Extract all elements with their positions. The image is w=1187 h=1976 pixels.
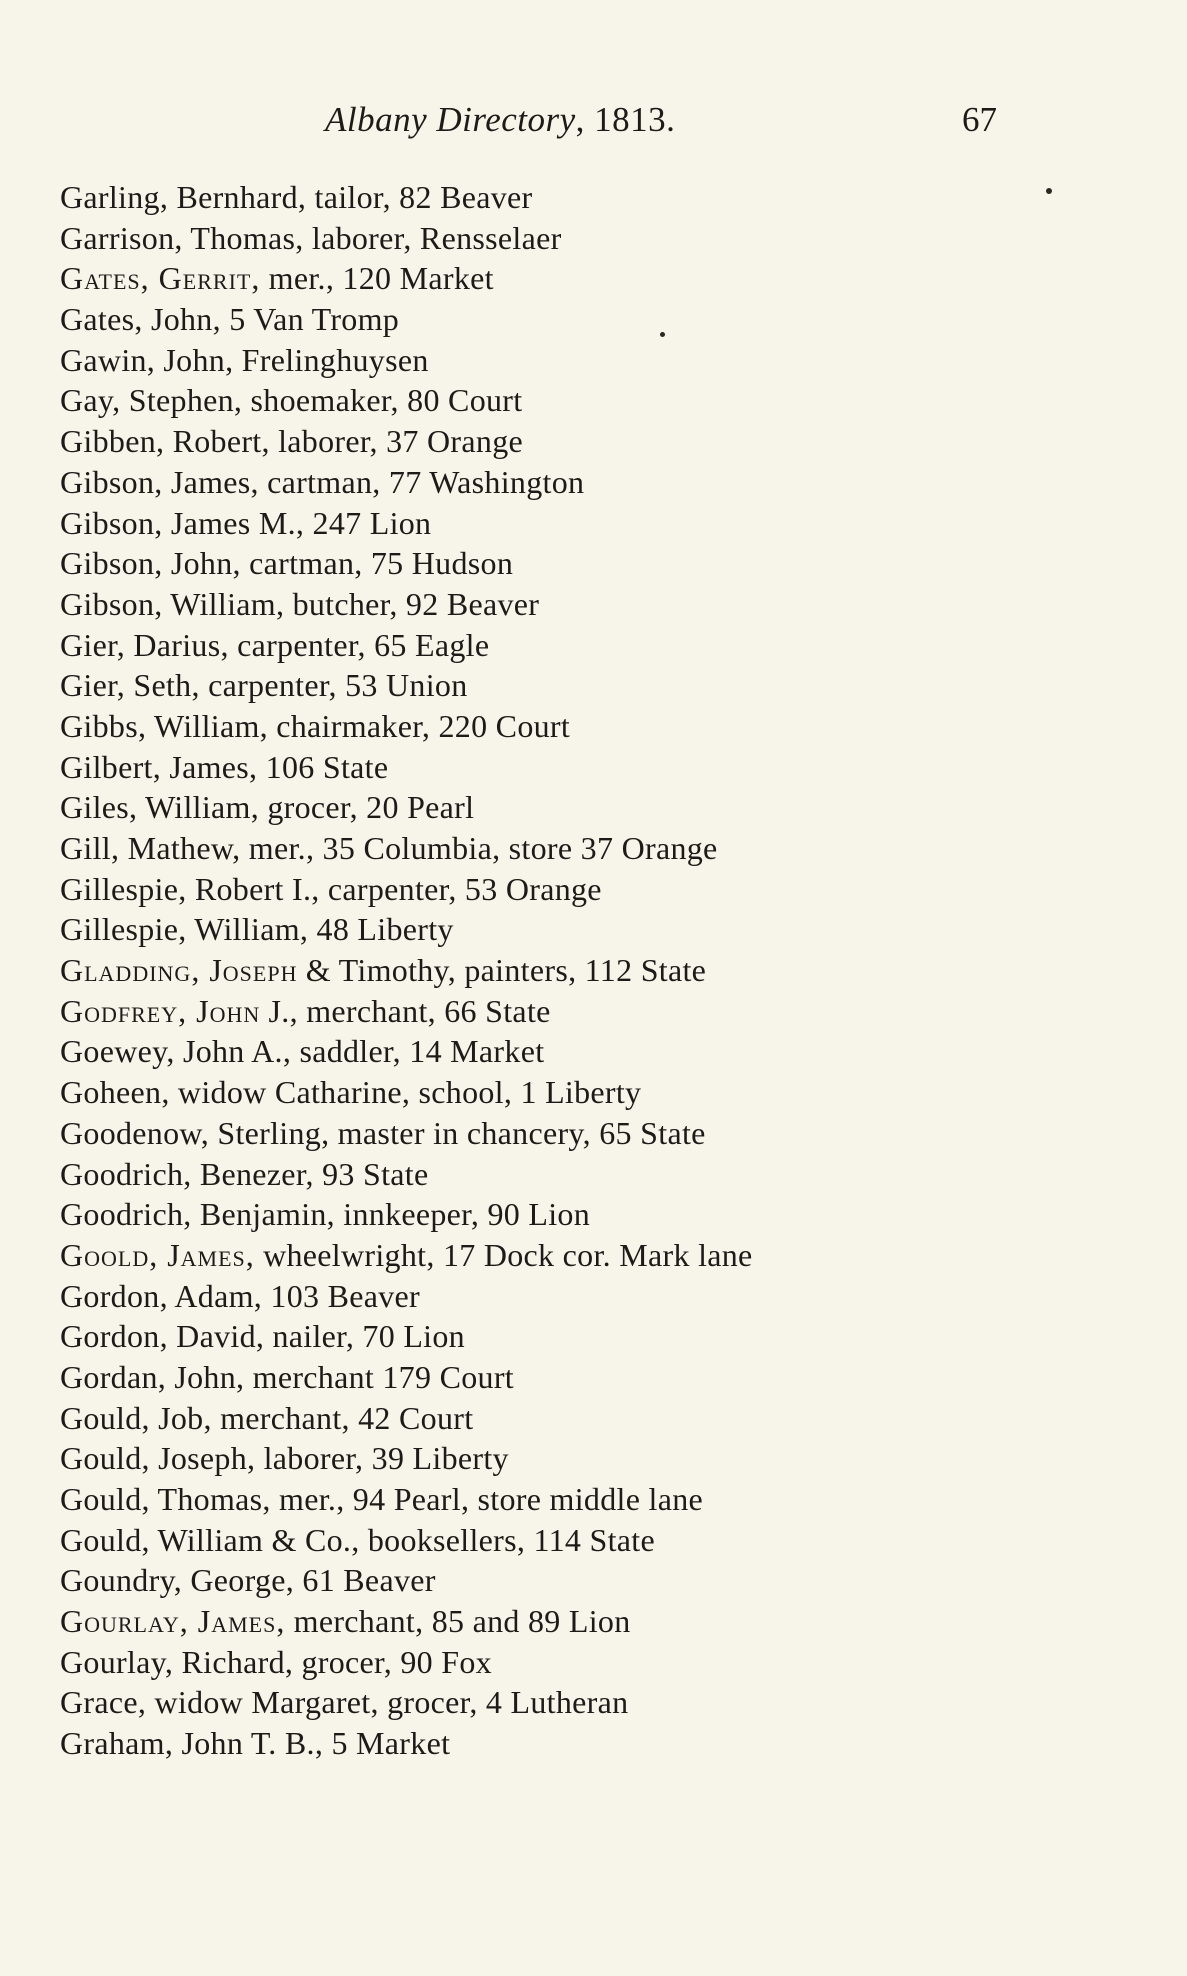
entry-details: wheelwright, 17 Dock cor. Mark lane	[254, 1236, 753, 1273]
entry-name: Gladding, Joseph	[60, 952, 298, 989]
entry-name: Gilbert, James,	[60, 748, 258, 785]
entry-details: shoemaker, 80 Court	[242, 382, 523, 419]
directory-entry	[60, 1601, 1140, 1642]
entry-name: Gordan, John,	[60, 1358, 245, 1395]
entry-name: Gould, Joseph,	[60, 1440, 256, 1477]
entry-details: saddler, 14 Market	[291, 1033, 545, 1070]
entry-name: Goodrich, Benjamin,	[60, 1196, 335, 1233]
entry-details: carpenter, 53 Orange	[319, 870, 602, 907]
entry-name: Goewey, John A.,	[60, 1033, 292, 1070]
directory-entry	[60, 625, 1140, 666]
entry-name: Gillespie, Robert I.,	[60, 870, 320, 907]
directory-entry	[60, 177, 1140, 218]
entry-name: Goodenow, Sterling,	[60, 1114, 330, 1151]
entry-details: grocer, 20 Pearl	[259, 789, 475, 826]
directory-entry	[60, 787, 1140, 828]
ink-speck	[1046, 188, 1052, 194]
entry-name: Goundry, George,	[60, 1562, 295, 1599]
entry-name: Gibben, Robert,	[60, 423, 270, 460]
entry-name: Graham, John T. B.,	[60, 1725, 324, 1762]
directory-entry	[60, 1438, 1140, 1479]
entry-name: Gawin, John,	[60, 341, 234, 378]
directory-entry	[60, 1682, 1140, 1723]
entry-name: Godfrey, John	[60, 992, 261, 1029]
running-title	[325, 100, 675, 140]
entry-name: Gordon, Adam,	[60, 1277, 263, 1314]
entry-details: 103 Beaver	[262, 1277, 421, 1314]
entry-details: school, 1 Liberty	[410, 1074, 642, 1111]
entry-name: Gibson, John,	[60, 545, 241, 582]
directory-entry	[60, 1560, 1140, 1601]
entry-details: cartman, 77 Washington	[258, 463, 585, 500]
directory-entry	[60, 1031, 1140, 1072]
entry-name: Giles, William,	[60, 789, 260, 826]
directory-entry	[60, 1154, 1140, 1195]
entry-details: merchant 179 Court	[244, 1358, 514, 1395]
entry-name: Garrison, Thomas,	[60, 219, 304, 256]
directory-entry	[60, 1316, 1140, 1357]
directory-entry	[60, 1235, 1140, 1276]
entry-details: 247 Lion	[304, 504, 432, 541]
entry-name: Gates, John,	[60, 301, 221, 338]
entry-details: tailor, 82 Beaver	[306, 179, 533, 215]
directory-entry	[60, 503, 1140, 544]
entry-details: laborer, 39 Liberty	[255, 1440, 509, 1477]
entry-name: Gordon, David,	[60, 1318, 265, 1355]
entry-details: butcher, 92 Beaver	[284, 585, 540, 622]
entry-details: mer., 94 Pearl, store middle lane	[270, 1481, 704, 1517]
directory-entry	[60, 828, 1140, 869]
entry-name: Gibson, James,	[60, 463, 259, 500]
entry-details: grocer, 4 Lutheran	[378, 1684, 629, 1721]
entry-details: 61 Beaver	[294, 1562, 436, 1599]
entry-name: Gill, Mathew,	[60, 830, 241, 866]
entry-name: Gier, Darius,	[60, 626, 229, 663]
entry-name: Gillespie, William,	[60, 911, 309, 948]
entry-name: Gibbs, William,	[60, 707, 268, 744]
directory-entry	[60, 380, 1140, 421]
entry-name: Gates, Gerrit,	[60, 260, 261, 297]
directory-entries	[60, 177, 1140, 1764]
entry-details: Frelinghuysen	[233, 341, 429, 378]
entry-details: J., merchant, 66 State	[260, 992, 551, 1029]
entry-details: 5 Van Tromp	[220, 301, 400, 338]
directory-entry	[60, 1479, 1140, 1520]
entry-details: 5 Market	[323, 1725, 451, 1762]
directory-entry	[60, 218, 1140, 259]
entry-details: innkeeper, 90 Lion	[334, 1196, 590, 1233]
entry-name: Gourlay, James,	[60, 1603, 286, 1640]
directory-entry	[60, 1723, 1140, 1764]
entry-name: Gould, William & Co.,	[60, 1521, 360, 1558]
page-number: 67	[962, 100, 997, 139]
directory-entry	[60, 1113, 1140, 1154]
entry-details: carpenter, 53 Union	[199, 667, 468, 704]
entry-name: Gourlay, Richard,	[60, 1643, 294, 1680]
entry-name: Goodrich, Benezer,	[60, 1155, 314, 1192]
entry-details: nailer, 70 Lion	[264, 1318, 465, 1355]
running-title-year: , 1813.	[575, 100, 676, 139]
directory-entry	[60, 421, 1140, 462]
page-header	[60, 100, 1110, 150]
directory-entry	[60, 747, 1140, 788]
entry-details: 48 Liberty	[308, 911, 454, 948]
entry-name: Goheen, widow Catharine,	[60, 1074, 411, 1111]
directory-entry	[60, 909, 1140, 950]
directory-entry	[60, 462, 1140, 503]
directory-entry	[60, 869, 1140, 910]
directory-entry	[60, 991, 1140, 1032]
directory-entry	[60, 1276, 1140, 1317]
directory-entry	[60, 299, 1140, 340]
entry-details: 93 State	[313, 1155, 429, 1192]
directory-entry	[60, 1072, 1140, 1113]
directory-entry	[60, 258, 1140, 299]
entry-details: mer., 35 Columbia, store 37 Orange	[240, 830, 718, 866]
entry-details: mer., 120 Market	[260, 260, 494, 297]
entry-name: Garling, Bernhard,	[60, 179, 307, 215]
entry-name: Gier, Seth,	[60, 667, 200, 704]
entry-details: chairmaker, 220 Court	[267, 707, 571, 744]
entry-details: laborer, 37 Orange	[269, 423, 523, 460]
entry-details: cartman, 75 Hudson	[240, 545, 514, 582]
entry-details: & Timothy, painters, 112 State	[297, 952, 707, 989]
directory-entry	[60, 1520, 1140, 1561]
directory-entry	[60, 1398, 1140, 1439]
running-title-main: Albany Directory	[325, 100, 576, 139]
entry-name: Gay, Stephen,	[60, 382, 243, 419]
directory-entry	[60, 665, 1140, 706]
directory-entry	[60, 706, 1140, 747]
directory-entry	[60, 584, 1140, 625]
directory-entry	[60, 543, 1140, 584]
entry-details: grocer, 90 Fox	[293, 1643, 492, 1680]
entry-name: Gould, Thomas,	[60, 1481, 271, 1517]
entry-details: merchant, 42 Court	[211, 1399, 474, 1436]
directory-entry	[60, 1357, 1140, 1398]
directory-entry	[60, 340, 1140, 381]
entry-details: 106 State	[257, 748, 389, 785]
entry-name: Grace, widow Margaret,	[60, 1684, 379, 1721]
directory-entry	[60, 1642, 1140, 1683]
entry-name: Goold, James,	[60, 1236, 255, 1273]
entry-details: merchant, 85 and 89 Lion	[285, 1603, 631, 1640]
entry-details: master in chancery, 65 State	[329, 1114, 706, 1151]
entry-name: Gould, Job,	[60, 1399, 212, 1436]
entry-name: Gibson, James M.,	[60, 504, 305, 541]
entry-details: carpenter, 65 Eagle	[228, 626, 490, 663]
ink-speck	[660, 332, 665, 337]
directory-entry	[60, 950, 1140, 991]
entry-details: booksellers, 114 State	[359, 1521, 655, 1558]
entry-details: laborer, Rensselaer	[303, 219, 562, 256]
directory-entry	[60, 1194, 1140, 1235]
entry-name: Gibson, William,	[60, 585, 285, 622]
